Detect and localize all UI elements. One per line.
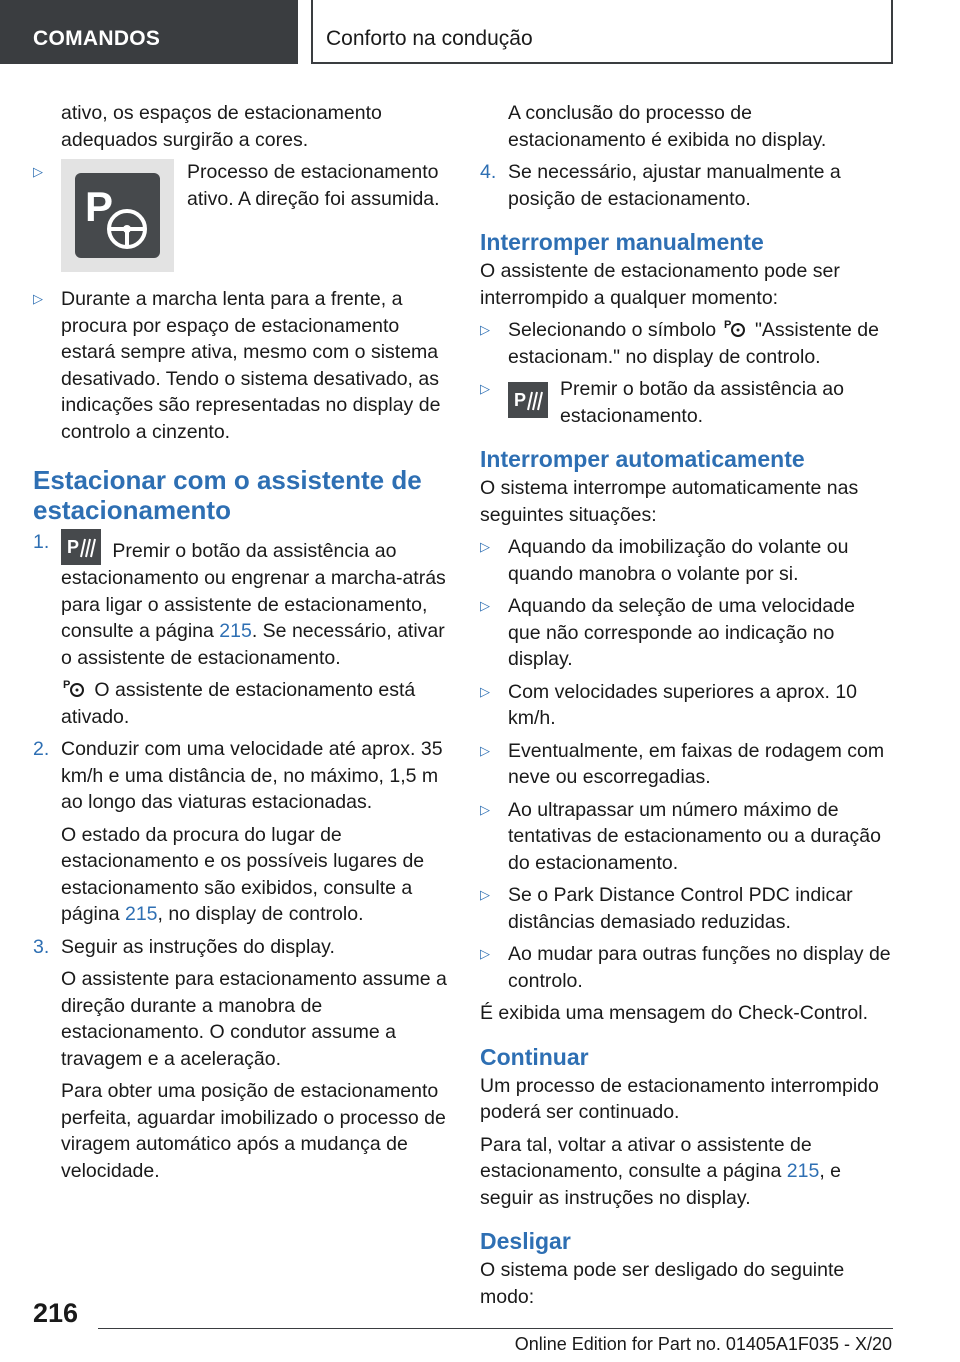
page-link[interactable]: 215 — [219, 620, 252, 642]
page-link[interactable]: 215 — [786, 1160, 820, 1182]
step-number: 2. — [33, 738, 50, 760]
bullet-triangle-icon: ▷ — [480, 887, 490, 902]
footer-divider — [98, 1328, 893, 1329]
step-paragraph-tail: , no display de controlo. — [157, 903, 364, 925]
step-number: 4. — [480, 161, 497, 183]
list-item-text: Aquando da imobilização do volante ou quando manobra o volante por si. — [508, 536, 849, 585]
step-paragraph: Para obter uma posição de estacionamento perfeita, aguardar imobilizado o processo de viragem automático após a mudança de velocidade. — [61, 1080, 446, 1182]
list-item-text: Com velocidades superiores a aprox. 10 km/h. — [508, 680, 858, 729]
list-item-text-tail: "Assistente de estacionam." no display de controlo. — [508, 319, 879, 368]
section-heading: Interromper manualmente — [480, 229, 764, 255]
list-item-text: Ao ultrapassar um número máximo de tentativas de estacionamento ou a duração do estacionamento. — [508, 798, 881, 874]
list-item-text: Durante a marcha lenta para a frente, a procura por espaço de estacionamento estará sempre ativa, mesmo com o sistema desativado. Tendo o sistema desativado, as indicações são representadas no display de controlo a cinzento. — [61, 288, 441, 443]
list-item — [480, 679, 892, 732]
step-1 — [33, 529, 448, 730]
list-item — [480, 941, 892, 994]
step-text: Se necessário, ajustar manualmente a posição de estacionamento. — [508, 161, 841, 210]
list-item-text: Ao mudar para outras funções no display de controlo. — [508, 943, 891, 992]
bullet-triangle-icon: ▷ — [33, 291, 43, 306]
parking-assistant-active-icon — [63, 677, 87, 699]
list-item-text: Premir o botão da assistência ao estacionamento. — [560, 378, 844, 427]
bullet-triangle-icon: ▷ — [480, 381, 490, 396]
bullet-triangle-icon: ▷ — [480, 742, 490, 758]
step-text: Conduzir com uma velocidade até aprox. 35 km/h e uma distância de, no máximo, 1,5 m ao longo das viaturas estacionadas. — [61, 738, 443, 813]
park-assist-button-icon — [508, 382, 548, 418]
bullet-triangle-icon: ▷ — [480, 322, 490, 337]
step-paragraph — [61, 822, 448, 928]
list-item — [33, 159, 448, 280]
header-chapter: Conforto na condução — [326, 27, 533, 50]
step-paragraph-text: O estado da procura do lugar de estacionamento e os possíveis lugares de estacionamento são exibidos, consulte a página — [61, 823, 425, 925]
step-number: 3. — [33, 935, 50, 958]
paragraph: A conclusão do processo de estacionamento é exibida no display. — [508, 102, 827, 151]
list-item — [480, 882, 892, 935]
page-number: 216 — [33, 1298, 79, 1328]
status-text: O assistente de estacionamento está ativado. — [61, 679, 416, 728]
park-assist-button-icon — [61, 529, 101, 565]
list-item — [33, 286, 448, 445]
section-heading: Estacionar com o assistente de estacionamento — [33, 465, 422, 525]
left-column — [33, 100, 448, 1190]
section-heading: Interromper automaticamente — [480, 446, 805, 472]
svg-text:P: P — [63, 679, 71, 691]
section-heading: Desligar — [480, 1228, 571, 1254]
bullet-triangle-icon: ▷ — [480, 946, 490, 961]
page-link[interactable]: 215 — [124, 903, 158, 925]
svg-text:P: P — [514, 390, 527, 410]
step-text: Seguir as instruções do display. — [61, 935, 335, 958]
step-text: Premir o botão da assistência ao estacionamento ou engrenar a marcha-atrás para ligar o assistente de estacionamento, consulte a página — [61, 540, 446, 642]
header-chapter-box — [311, 0, 893, 64]
step-paragraph: O assistente para estacionamento assume a direção durante a manobra de estacionamento. O condutor assume a travagem e a aceleração. — [61, 968, 447, 1070]
bullet-triangle-icon: ▷ — [480, 539, 490, 554]
list-item — [480, 317, 892, 370]
bullet-triangle-icon: ▷ — [480, 683, 490, 699]
step-3 — [33, 934, 448, 1185]
list-item-text: Processo de estacionamento ativo. A direção foi assumida. — [187, 161, 440, 210]
header-section: COMANDOS — [33, 27, 161, 50]
paragraph: Um processo de estacionamento interrompido poderá ser continuado. — [480, 1074, 879, 1123]
svg-text:P: P — [723, 319, 731, 331]
bullet-triangle-icon: ▷ — [33, 164, 43, 179]
right-column — [480, 100, 892, 1310]
step-number: 1. — [33, 531, 50, 553]
parking-assistant-symbol-icon — [724, 317, 748, 339]
paragraph: O assistente de estacionamento pode ser interrompido a qualquer momento: — [480, 260, 840, 309]
footer-edition: Online Edition for Part no. 01405A1F035 - X/20 — [514, 1334, 892, 1354]
step-4 — [480, 159, 892, 212]
list-item-text: Aquando da seleção de uma velocidade que não corresponde ao indicação no display. — [508, 595, 855, 670]
svg-text:P: P — [67, 537, 80, 557]
list-item — [480, 797, 892, 877]
step-text-tail: . Se necessário, ativar o assistente de estacionamento. — [61, 620, 445, 669]
status-paragraph — [61, 677, 448, 730]
bullet-triangle-icon: ▷ — [480, 598, 490, 613]
bullet-triangle-icon: ▷ — [480, 801, 490, 817]
paragraph: O sistema interrompe automaticamente nas seguintes situações: — [480, 477, 859, 526]
list-item — [480, 738, 892, 791]
paragraph-text: Para tal, voltar a ativar o assistente de estacionamento, consulte a página — [480, 1133, 812, 1182]
list-item-text: Eventualmente, em faixas de rodagem com neve ou escorregadias. — [508, 739, 885, 788]
paragraph: É exibida uma mensagem do Check-Control. — [480, 1002, 869, 1024]
paragraph: O sistema pode ser desligado do seguinte modo: — [480, 1259, 845, 1308]
paragraph-tail: , e seguir as instruções no display. — [480, 1160, 842, 1209]
step-2 — [33, 736, 448, 928]
list-item — [480, 593, 892, 673]
parking-steering-assumed-icon — [61, 159, 174, 272]
list-item-text: Selecionando o símbolo — [508, 319, 717, 341]
section-heading: Continuar — [480, 1043, 589, 1070]
list-item — [480, 376, 892, 429]
paragraph: ativo, os espaços de estacionamento adequados surgirão a cores. — [61, 102, 382, 151]
paragraph — [480, 1132, 892, 1212]
list-item-text: Se o Park Distance Control PDC indicar distâncias demasiado reduzidas. — [508, 884, 853, 933]
header-section-tab — [0, 0, 298, 64]
list-item — [480, 534, 892, 587]
svg-text:P: P — [85, 183, 114, 230]
